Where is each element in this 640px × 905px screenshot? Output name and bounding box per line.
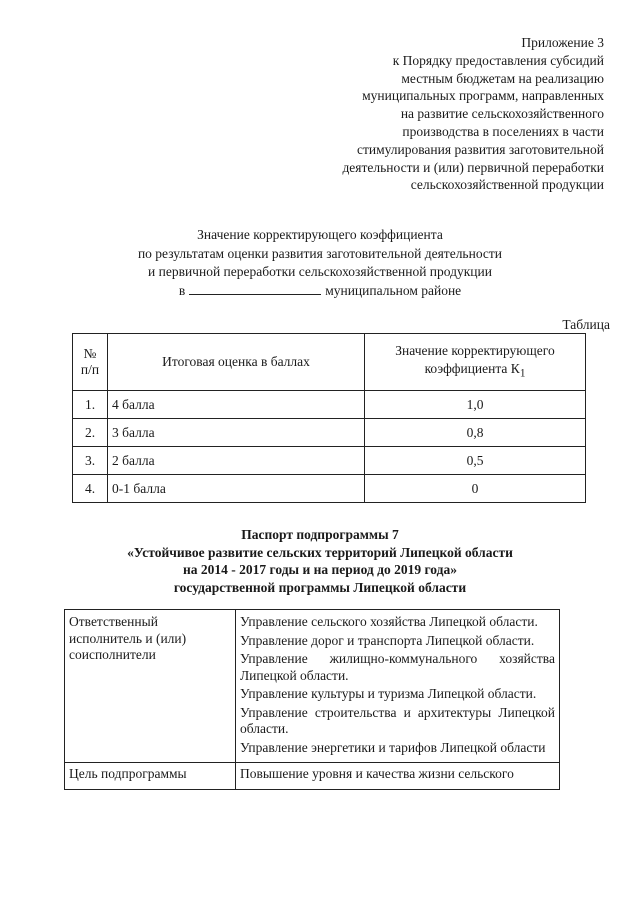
passport-title-line: на 2014 - 2017 годы и на период до 2019 года» xyxy=(183,562,457,577)
header-number xyxy=(73,334,108,391)
annex-line: муниципальных программ, направленных xyxy=(362,88,604,104)
annex-line: стимулирования развития заготовительной xyxy=(356,141,604,157)
annex-header xyxy=(342,34,604,194)
passport-title-line: Паспорт подпрограммы 7 xyxy=(241,527,399,542)
row-value: 0,8 xyxy=(365,419,586,447)
row-score: 0-1 балла xyxy=(108,475,365,503)
annex-line: деятельности и (или) первичной переработки xyxy=(342,159,604,175)
district-prefix: в xyxy=(178,282,186,298)
row-score: 4 балла xyxy=(108,391,365,419)
header-number-line: № xyxy=(83,346,97,361)
passport-value xyxy=(236,763,560,790)
table-row xyxy=(73,419,586,447)
passport-title-line: государственной программы Липецкой области xyxy=(173,579,467,595)
district-line xyxy=(0,282,640,301)
table-label: Таблица xyxy=(562,317,610,332)
passport-value-item: Управление жилищно-коммунального хозяйства Липецкой области. xyxy=(240,651,555,683)
passport-title-line: «Устойчивое развитие сельских территорий Липецкой области xyxy=(127,544,513,560)
row-number: 4. xyxy=(73,475,108,503)
row-value: 0,5 xyxy=(365,447,586,475)
header-score: Итоговая оценка в баллах xyxy=(108,334,365,391)
coefficient-title xyxy=(0,226,640,300)
passport-value-item: Повышение уровня и качества жизни сельского xyxy=(240,766,514,781)
passport-value-item: Управление дорог и транспорта Липецкой области. xyxy=(240,632,535,648)
table-row xyxy=(65,610,560,763)
coefficient-table xyxy=(72,333,586,503)
table-row xyxy=(73,391,586,419)
passport-title xyxy=(0,526,640,596)
passport-value-item: Управление строительства и архитектуры Липецкой области. xyxy=(240,704,555,736)
header-value-text: коэффициента К xyxy=(424,360,520,376)
row-number: 2. xyxy=(73,419,108,447)
row-score: 2 балла xyxy=(108,447,365,475)
coefficient-title-line: Значение корректирующего коэффициента xyxy=(197,227,443,242)
header-value-line: Значение корректирующего xyxy=(395,342,555,358)
table-row xyxy=(73,475,586,503)
row-value: 1,0 xyxy=(365,391,586,419)
row-number: 1. xyxy=(73,391,108,419)
annex-line: сельскохозяйственной продукции xyxy=(410,177,604,193)
passport-value-item: Управление энергетики и тарифов Липецкой области xyxy=(240,739,546,755)
row-value: 0 xyxy=(365,475,586,503)
passport-value-item: Управление культуры и туризма Липецкой области. xyxy=(240,686,537,701)
passport-value-item: Управление сельского хозяйства Липецкой области. xyxy=(240,614,538,629)
annex-line: на развитие сельскохозяйственного xyxy=(400,106,604,122)
annex-line: к Порядку предоставления субсидий xyxy=(392,52,604,68)
passport-label: Цель подпрограммы xyxy=(65,763,236,790)
passport-label: Ответственный исполнитель и (или) соисполнители xyxy=(65,610,236,763)
coefficient-title-line: по результатам оценки развития заготовительной деятельности xyxy=(137,245,503,261)
annex-line: местным бюджетам на реализацию xyxy=(401,70,604,86)
district-blank-field xyxy=(189,282,321,295)
row-score: 3 балла xyxy=(108,419,365,447)
annex-line: производства в поселениях в части xyxy=(402,123,604,139)
header-value-subscript: 1 xyxy=(519,367,526,380)
table-header-row xyxy=(73,334,586,391)
header-value-line xyxy=(369,360,581,383)
table-row xyxy=(65,763,560,790)
annex-line: Приложение 3 xyxy=(521,35,604,50)
coefficient-title-line: и первичной переработки сельскохозяйственной продукции xyxy=(148,264,492,279)
table-row xyxy=(73,447,586,475)
header-number-line: п/п xyxy=(80,362,100,377)
passport-table xyxy=(64,609,560,790)
header-value xyxy=(365,334,586,391)
passport-value xyxy=(236,610,560,763)
district-suffix: муниципальном районе xyxy=(325,282,462,298)
row-number: 3. xyxy=(73,447,108,475)
